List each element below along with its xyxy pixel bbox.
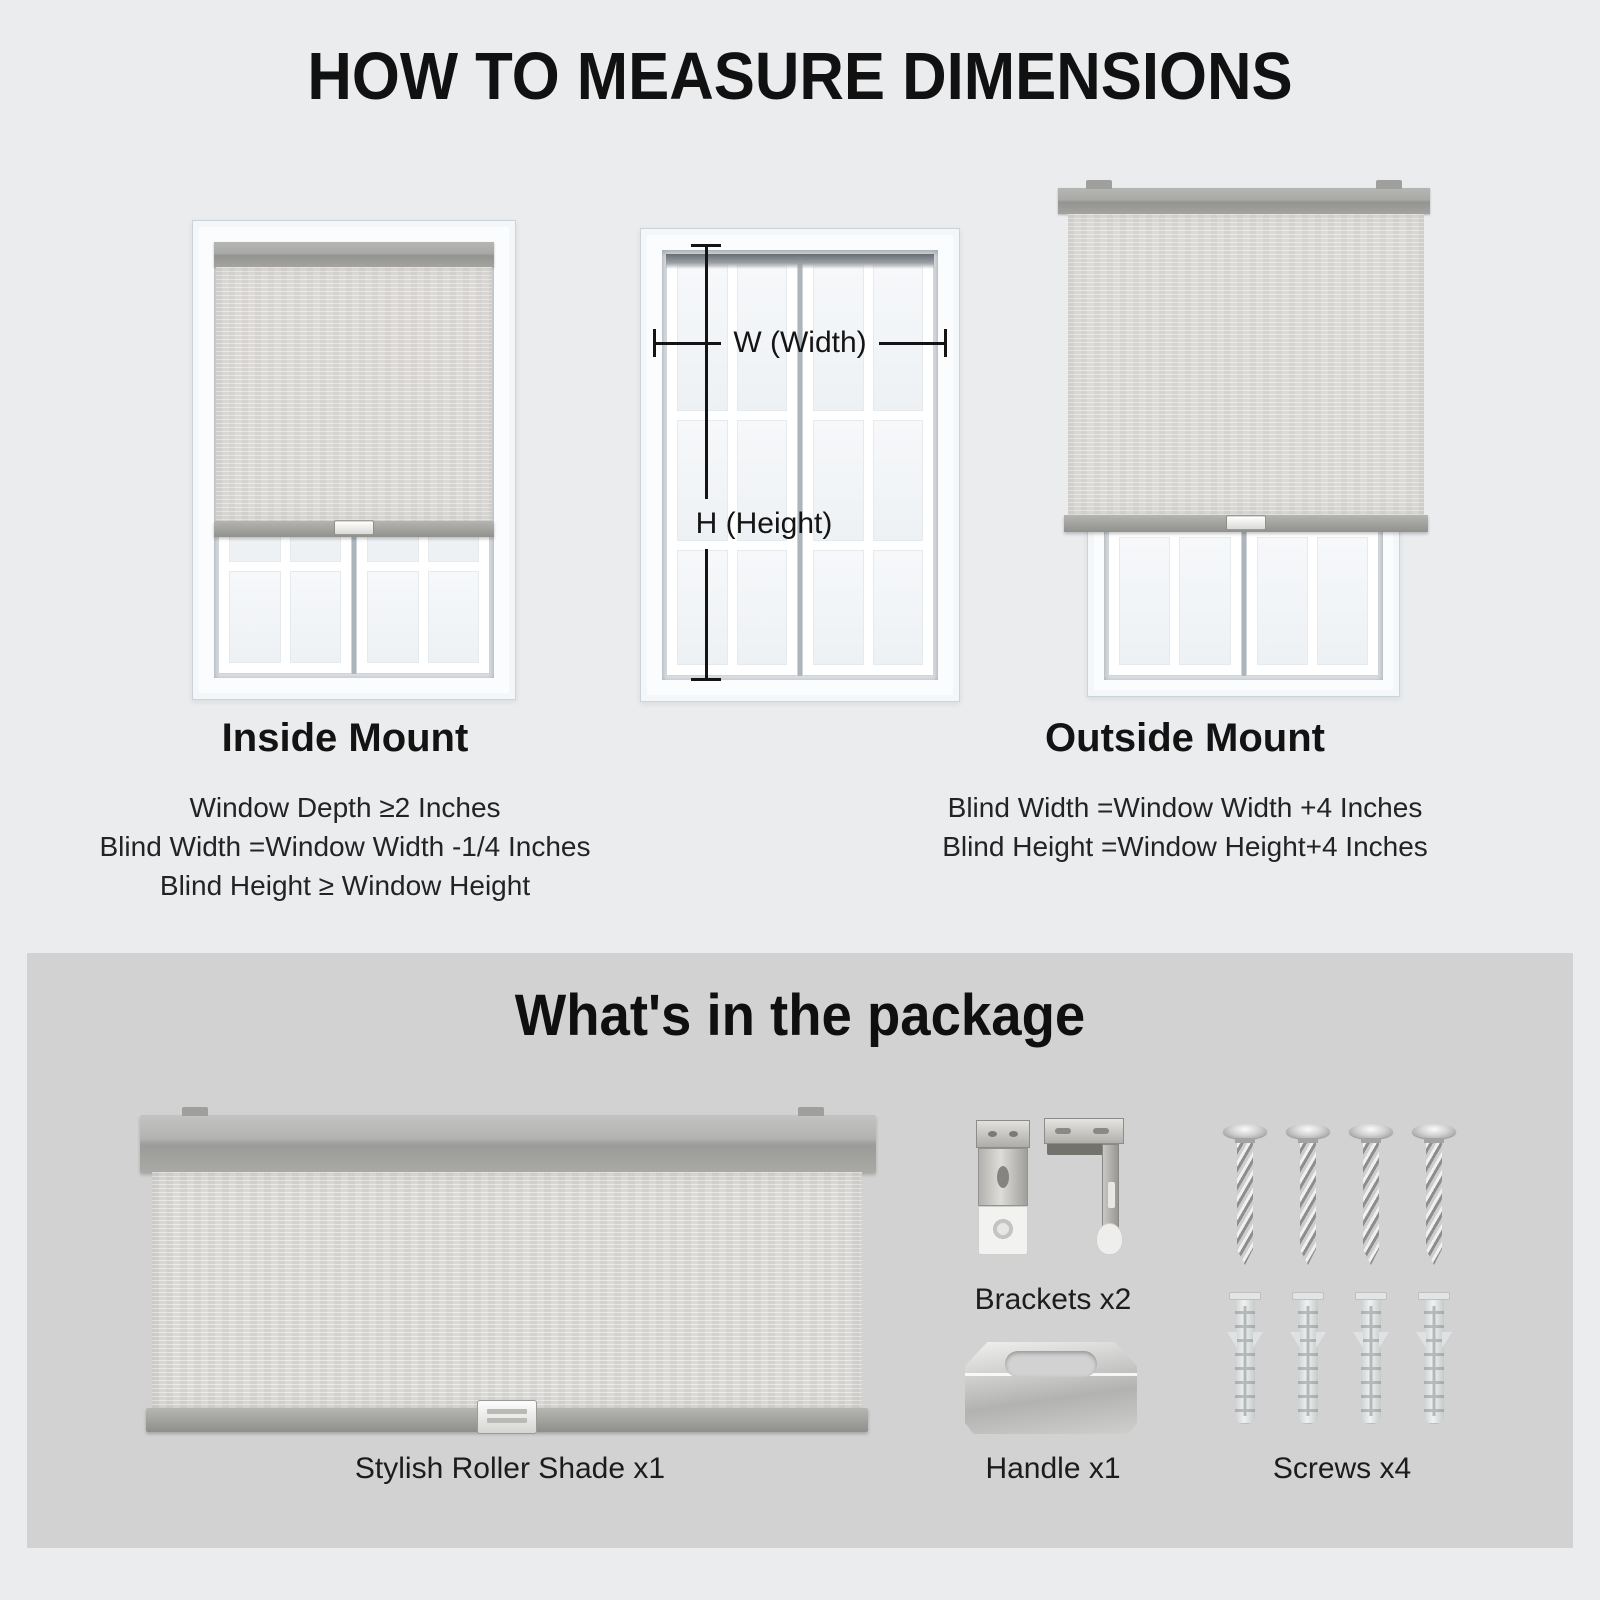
bracket-underside: [1047, 1144, 1109, 1155]
anchor-wing: [1253, 1332, 1263, 1348]
screw-collar: [1424, 1138, 1444, 1143]
anchor-collar: [1292, 1292, 1324, 1300]
anchor-wing: [1379, 1332, 1389, 1348]
screw-hole: [1093, 1128, 1109, 1134]
anchor-collar: [1355, 1292, 1387, 1300]
shade-fabric: [216, 267, 492, 521]
window-pane: [1317, 537, 1368, 665]
bracket-notch: [1108, 1182, 1115, 1208]
bracket-front-icon: [976, 1120, 1030, 1255]
window-pane: [813, 550, 864, 665]
outside-mount-window-illustration: [1087, 505, 1400, 697]
shade-bottom-bar: [214, 521, 494, 537]
window-pane: [737, 550, 788, 665]
window-pane: [1257, 537, 1308, 665]
screw-shank: [1426, 1143, 1442, 1265]
roller-shade-label: Stylish Roller Shade x1: [354, 1452, 666, 1485]
measure-line-segment: [879, 342, 944, 345]
mounting-tab: [798, 1107, 824, 1116]
shade-fabric: [1068, 214, 1424, 515]
roller-shade-fabric: [152, 1172, 862, 1410]
window-pane: [1179, 537, 1230, 665]
window-door: [1246, 526, 1380, 676]
screw-icon: [1348, 1124, 1394, 1265]
measure-tick: [691, 678, 721, 681]
screw-hole: [1055, 1128, 1071, 1134]
wall-anchor-icon: [1417, 1292, 1451, 1426]
shade-pull-handle: [477, 1400, 537, 1434]
outside-mount-spec-line: Blind Width =Window Width +4 Inches: [947, 792, 1423, 823]
window-doors: [1108, 526, 1379, 676]
mounting-tab: [1086, 180, 1112, 189]
shade-pull-handle: [1226, 515, 1266, 530]
screw-icon: [1222, 1124, 1268, 1265]
inside-mount-title: Inside Mount: [221, 716, 469, 760]
outside-mount-spec-line: Blind Height =Window Height+4 Inches: [942, 831, 1428, 862]
mounting-tab: [1376, 180, 1402, 189]
bracket-ring-hole: [990, 1216, 1016, 1242]
inside-mount-spec-line: Blind Width =Window Width -1/4 Inches: [99, 831, 591, 862]
anchor-body: [1235, 1300, 1255, 1424]
anchor-wing: [1227, 1332, 1237, 1348]
inside-mount-specs: [20, 788, 670, 905]
shade-bottom-bar: [1064, 515, 1428, 532]
anchor-wing: [1290, 1332, 1300, 1348]
screw-head: [1286, 1124, 1330, 1139]
anchor-wing: [1416, 1332, 1426, 1348]
shade-pull-handle: [334, 520, 374, 535]
window-door: [1108, 526, 1242, 676]
screw-head: [1223, 1124, 1267, 1139]
bracket-side-icon: [1044, 1118, 1124, 1255]
roller-shade-cassette: [140, 1115, 876, 1173]
width-label: W (Width): [733, 326, 867, 359]
anchor-wing: [1353, 1332, 1363, 1348]
window-pane: [367, 571, 419, 663]
package-title: What's in the package: [514, 983, 1086, 1048]
height-label: H (Height): [695, 507, 833, 540]
inside-mount-spec-line: Blind Height ≥ Window Height: [159, 870, 531, 901]
wall-anchor-icon: [1354, 1292, 1388, 1426]
wall-anchor-icon: [1291, 1292, 1325, 1426]
handle-label: Handle x1: [985, 1452, 1121, 1485]
window-pane: [1119, 537, 1170, 665]
handle-slot: [1005, 1351, 1097, 1377]
anchor-body: [1361, 1300, 1381, 1424]
window-pane: [428, 571, 480, 663]
outside-mount-title: Outside Mount: [1045, 716, 1325, 760]
screw-hole: [1009, 1131, 1018, 1137]
anchor-body: [1424, 1300, 1444, 1424]
handle-icon: [965, 1342, 1137, 1434]
bracket-roller-end: [1096, 1223, 1123, 1255]
inside-mount-spec-line: Window Depth ≥2 Inches: [189, 792, 501, 823]
screw-hole: [988, 1131, 997, 1137]
screw-shank: [1237, 1143, 1253, 1265]
screw-collar: [1298, 1138, 1318, 1143]
measure-window-illustration: [640, 228, 960, 702]
bracket-channel: [978, 1148, 1028, 1206]
measure-line-segment: [705, 247, 708, 499]
shade-cassette: [214, 242, 494, 267]
page-title: HOW TO MEASURE DIMENSIONS: [307, 39, 1293, 114]
measure-line-segment: [705, 549, 708, 678]
anchor-collar: [1229, 1292, 1261, 1300]
brackets-label: Brackets x2: [974, 1283, 1132, 1316]
window-door: [666, 254, 798, 676]
bracket-slot: [997, 1166, 1009, 1188]
screw-icon: [1285, 1124, 1331, 1265]
anchor-wing: [1316, 1332, 1326, 1348]
window-recess: [1104, 522, 1383, 680]
bracket-plastic-base: [978, 1206, 1028, 1255]
screw-head: [1349, 1124, 1393, 1139]
screw-shank: [1300, 1143, 1316, 1265]
inside-mount-window-illustration: [192, 220, 516, 700]
screw-head: [1412, 1124, 1456, 1139]
window-pane: [229, 571, 281, 663]
window-pane: [873, 550, 924, 665]
mounting-tab: [182, 1107, 208, 1116]
screw-icon: [1411, 1124, 1457, 1265]
window-door: [802, 254, 934, 676]
roller-shade-bottom-bar: [146, 1408, 868, 1432]
screws-label: Screws x4: [1272, 1452, 1412, 1485]
window-pane: [873, 420, 924, 541]
wall-anchor-icon: [1228, 1292, 1262, 1426]
anchor-wing: [1442, 1332, 1452, 1348]
anchor-collar: [1418, 1292, 1450, 1300]
window-pane: [290, 571, 342, 663]
outside-mount-specs: [860, 788, 1510, 866]
measure-tick: [944, 329, 947, 357]
screw-collar: [1235, 1138, 1255, 1143]
bracket-flange: [1044, 1118, 1124, 1144]
bracket-flange: [976, 1120, 1030, 1148]
shade-cassette: [1058, 188, 1430, 214]
anchor-body: [1298, 1300, 1318, 1424]
screw-shank: [1363, 1143, 1379, 1265]
screw-collar: [1361, 1138, 1381, 1143]
